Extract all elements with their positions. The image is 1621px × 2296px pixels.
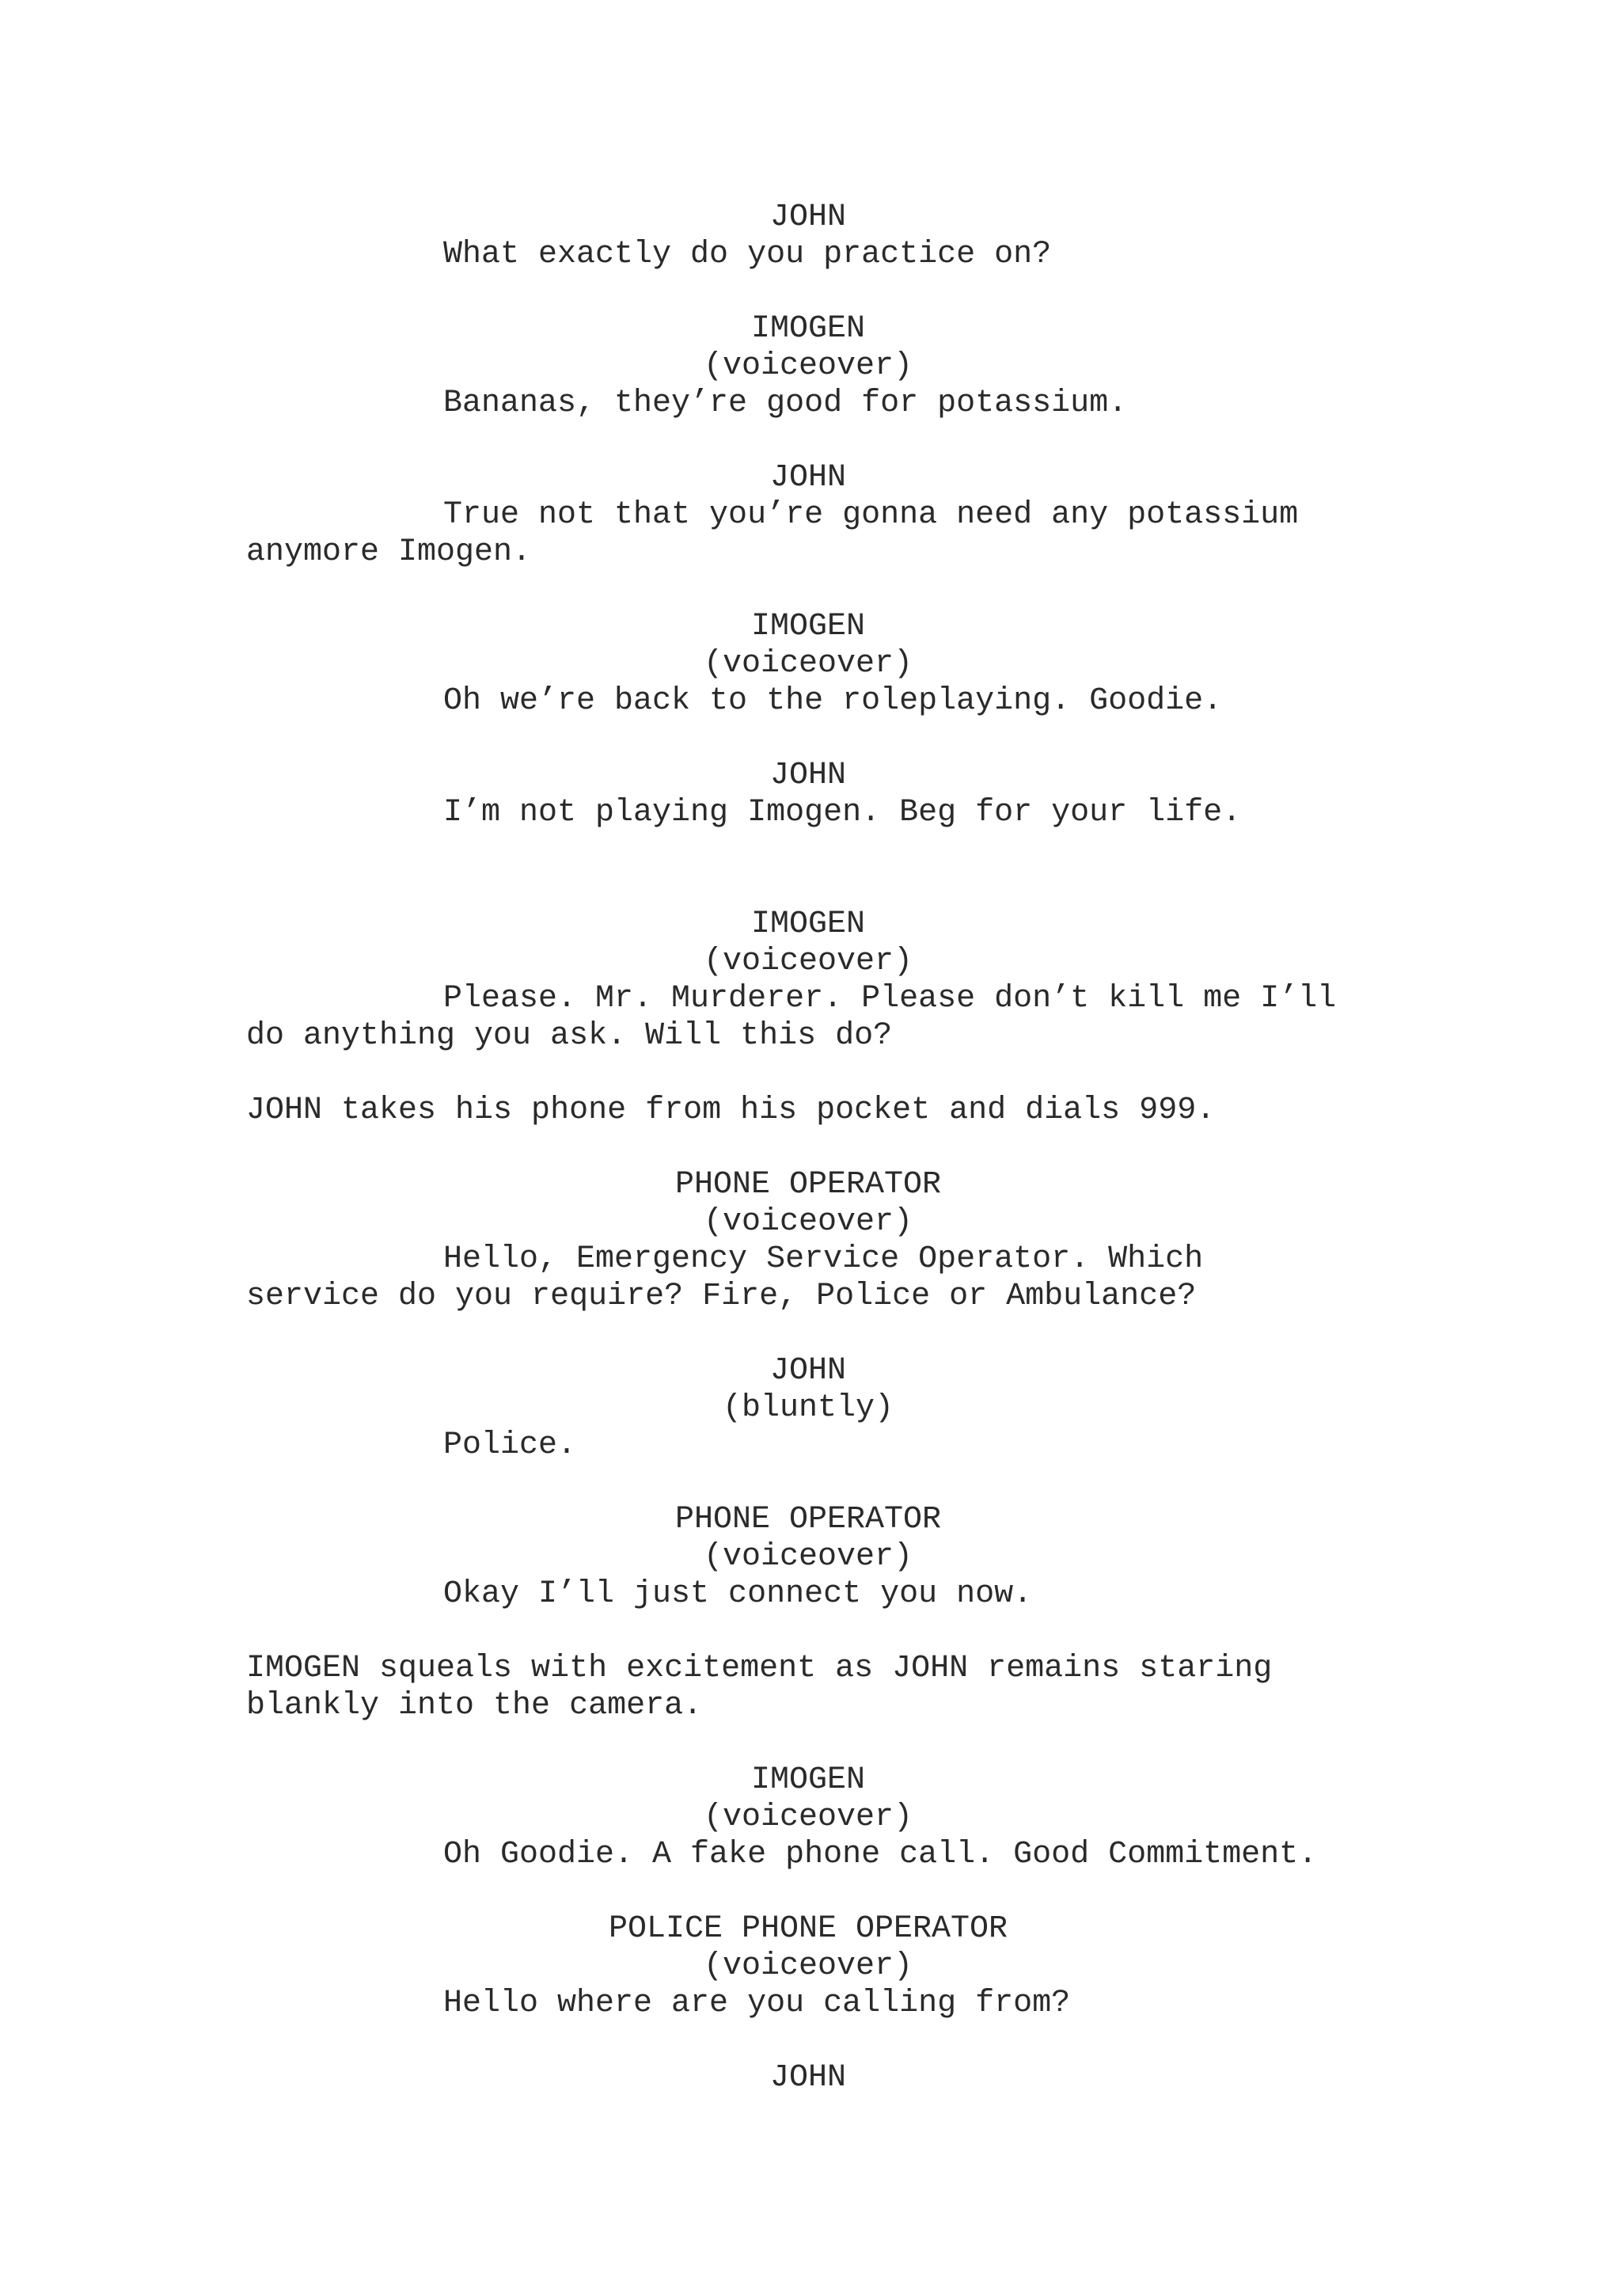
character-name: JOHN — [769, 200, 846, 235]
dialogue-line: service do you require? Fire, Police or Ambulance? — [246, 1279, 1197, 1314]
dialogue-line: I’m not playing Imogen. Beg for your life. — [443, 795, 1242, 831]
character-name: POLICE PHONE OPERATOR — [608, 1911, 1008, 1947]
action-line: blankly into the camera. — [246, 1688, 703, 1724]
dialogue-line: Oh Goodie. A fake phone call. Good Commitment. — [443, 1837, 1318, 1872]
dialogue-line: do anything you ask. Will this do? — [246, 1018, 893, 1054]
parenthetical: (voiceover) — [703, 1204, 913, 1240]
parenthetical: (voiceover) — [703, 944, 913, 979]
parenthetical: (voiceover) — [703, 646, 913, 682]
parenthetical: (voiceover) — [703, 1948, 913, 1984]
dialogue-line: Okay I’ll just connect you now. — [443, 1576, 1033, 1612]
parenthetical: (voiceover) — [703, 348, 913, 384]
parenthetical: (voiceover) — [703, 1539, 913, 1575]
parenthetical: (voiceover) — [703, 1800, 913, 1835]
character-name: IMOGEN — [750, 311, 866, 347]
dialogue-line: Oh we’re back to the roleplaying. Goodie. — [443, 683, 1223, 719]
character-name: PHONE OPERATOR — [674, 1502, 942, 1538]
dialogue-line: True not that you’re gonna need any potassium — [443, 497, 1299, 533]
dialogue-line: What exactly do you practice on? — [443, 237, 1052, 272]
character-name: IMOGEN — [750, 609, 866, 644]
dialogue-line: Police. — [443, 1427, 577, 1463]
action-line: IMOGEN squeals with excitement as JOHN remains staring — [246, 1651, 1273, 1686]
dialogue-line: anymore Imogen. — [246, 534, 532, 570]
character-name: IMOGEN — [750, 907, 866, 942]
character-name: JOHN — [769, 460, 846, 496]
character-name: IMOGEN — [750, 1762, 866, 1798]
dialogue-line: Hello where are you calling from? — [443, 1986, 1071, 2021]
dialogue-line: Bananas, they’re good for potassium. — [443, 386, 1128, 421]
character-name: PHONE OPERATOR — [674, 1167, 942, 1203]
dialogue-line: Please. Mr. Murderer. Please don’t kill me I’ll — [443, 981, 1337, 1017]
character-name: JOHN — [769, 1353, 846, 1389]
parenthetical: (bluntly) — [722, 1390, 894, 1426]
character-name: JOHN — [769, 2060, 846, 2096]
dialogue-line: Hello, Emergency Service Operator. Which — [443, 1241, 1204, 1277]
character-name: JOHN — [769, 758, 846, 793]
action-line: JOHN takes his phone from his pocket and dials 999. — [246, 1093, 1216, 1128]
